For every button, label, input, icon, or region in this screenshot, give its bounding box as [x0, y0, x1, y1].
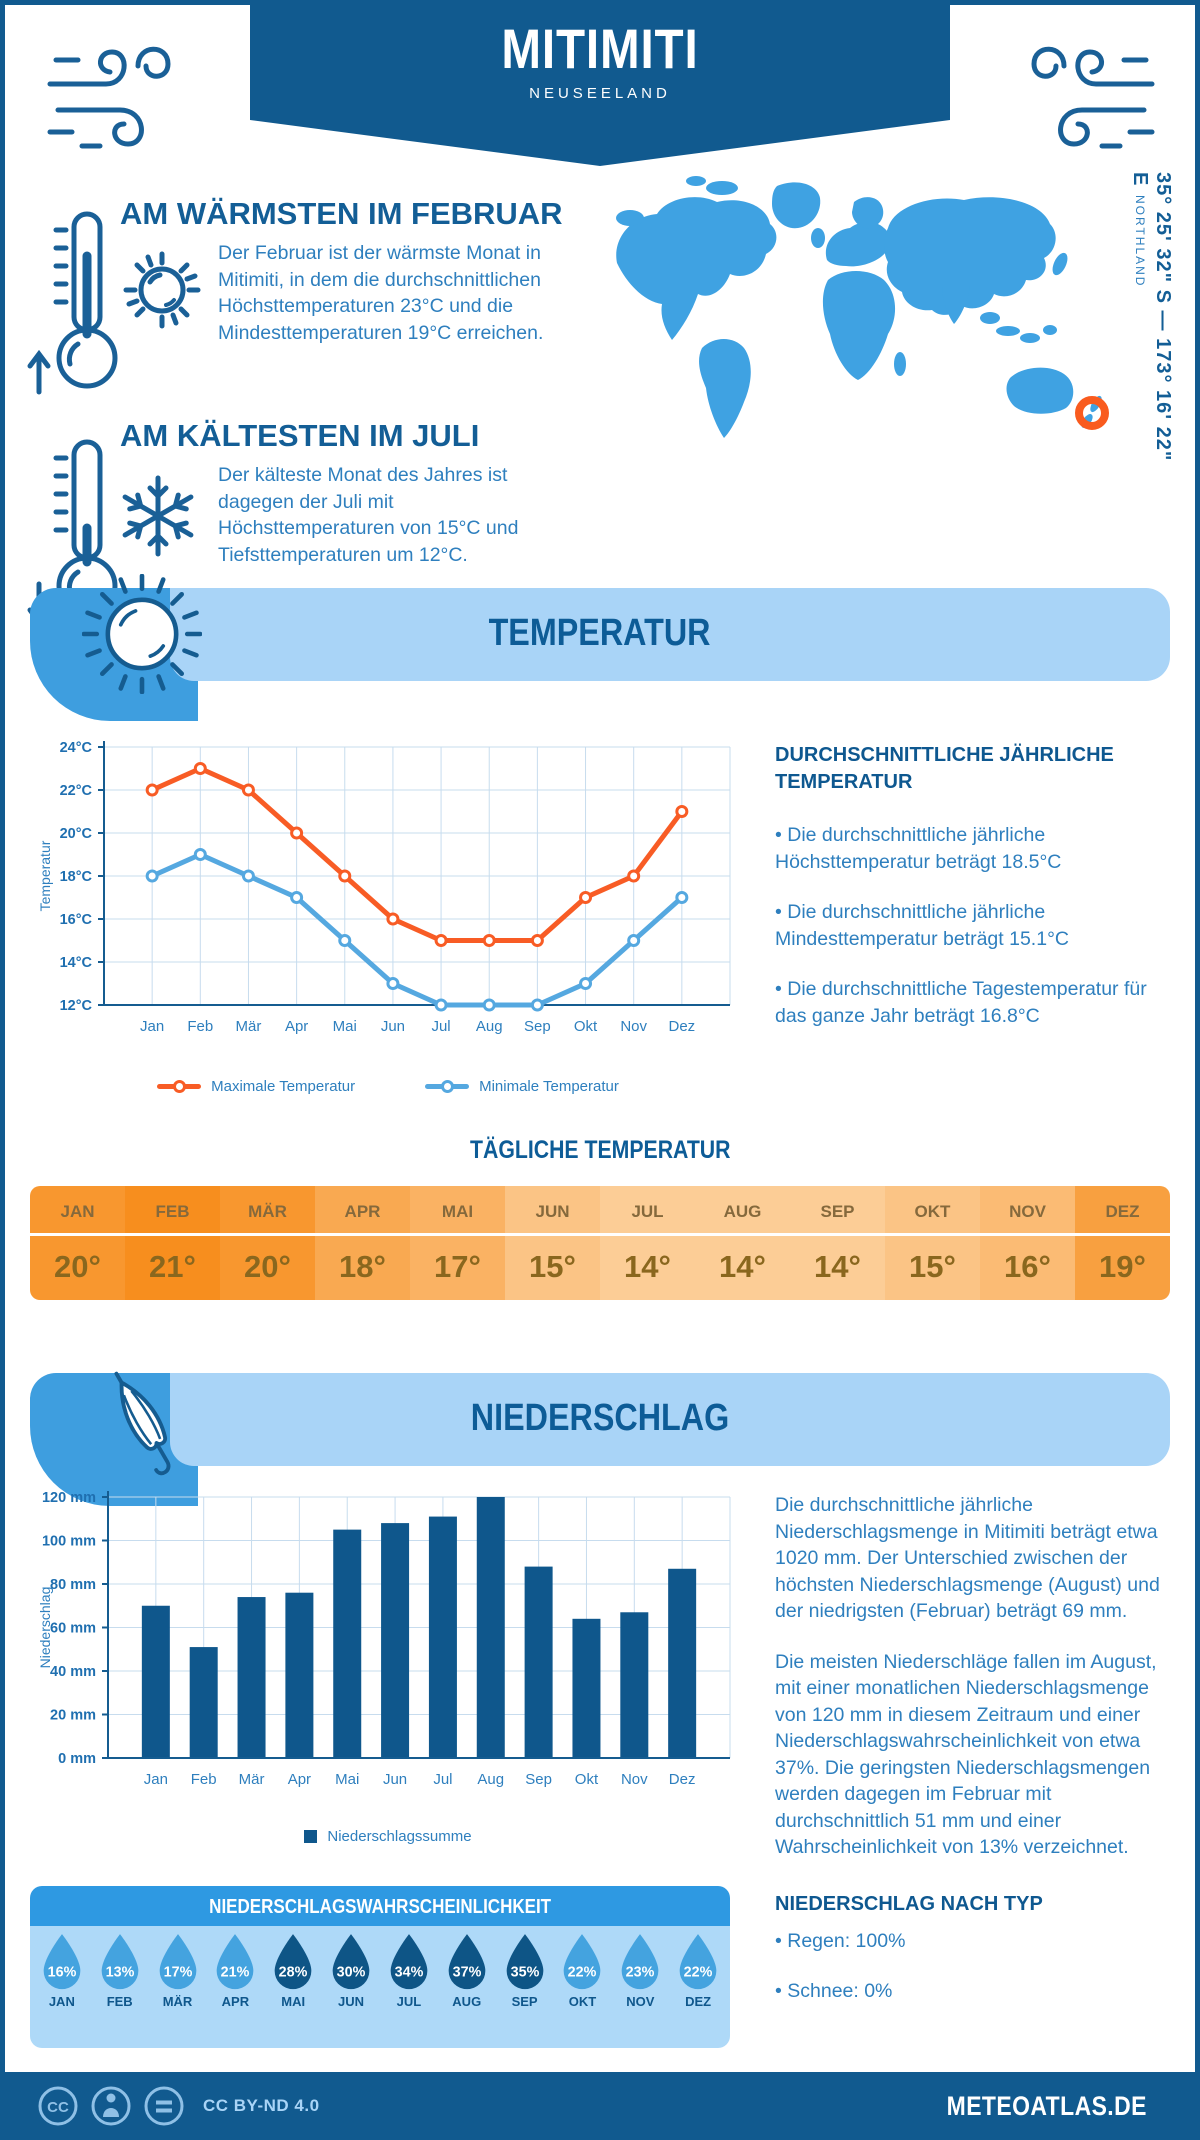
svg-text:CC: CC — [47, 2099, 69, 2116]
daily-temp-cell — [315, 1186, 410, 1300]
sun-icon — [112, 240, 212, 340]
daily-temp-cell — [220, 1186, 315, 1300]
coordinates-text: 35° 25' 32" S — 173° 16' 22" E — [1129, 172, 1174, 462]
svg-text:22°C: 22°C — [59, 783, 92, 799]
cc-icon — [36, 2084, 80, 2128]
svg-text:Jun: Jun — [382, 1771, 408, 1788]
header-banner — [250, 0, 950, 120]
temperature-bullets — [775, 822, 1175, 1029]
svg-text:Nov: Nov — [620, 1018, 648, 1035]
precipitation-banner — [30, 1373, 1170, 1466]
droplet-cell — [441, 1934, 493, 2048]
temperature-value: 16° — [980, 1233, 1075, 1300]
droplet-cell — [152, 1934, 204, 2048]
month-label: JAN — [60, 1202, 95, 1221]
svg-text:20°C: 20°C — [59, 826, 92, 842]
map-coordinates — [1128, 172, 1174, 472]
svg-text:Jan: Jan — [140, 1018, 165, 1035]
month-label: APR — [344, 1202, 381, 1221]
svg-text:Apr: Apr — [284, 1018, 309, 1035]
svg-text:22%: 22% — [568, 1964, 597, 1981]
svg-text:Nov: Nov — [620, 1771, 648, 1788]
wind-icon — [1028, 26, 1160, 158]
world-map — [602, 168, 1122, 458]
svg-text:28%: 28% — [278, 1964, 308, 1981]
temperature-value: 15° — [505, 1233, 600, 1300]
droplet-month-label: JUN — [338, 1994, 365, 2009]
daily-temperature-table — [30, 1186, 1170, 1300]
temperature-banner — [30, 588, 1170, 681]
svg-text:Mär: Mär — [238, 1771, 265, 1788]
month-label: SEP — [820, 1202, 855, 1221]
daily-temp-cell — [30, 1186, 125, 1300]
svg-text:Aug: Aug — [475, 1018, 503, 1035]
svg-text:17%: 17% — [163, 1964, 192, 1981]
svg-text:20 mm: 20 mm — [50, 1707, 96, 1724]
legend-item: Minimale Temperatur — [425, 1078, 619, 1095]
temperature-line-chart — [38, 733, 738, 1073]
probability-title: NIEDERSCHLAGSWAHRSCHEINLICHKEIT — [209, 1896, 551, 1918]
temperature-value: 17° — [410, 1233, 505, 1300]
region-label: NORTHLAND — [1133, 194, 1147, 288]
raindrop-icon — [215, 1934, 255, 1991]
precipitation-aside — [775, 1492, 1175, 2029]
temperature-value: 14° — [600, 1233, 695, 1300]
temperature-value: 20° — [30, 1233, 125, 1300]
month-label: NOV — [1009, 1202, 1046, 1221]
droplet-cell — [94, 1934, 146, 2048]
temperature-value: 14° — [790, 1233, 885, 1300]
svg-text:Jul: Jul — [433, 1771, 453, 1788]
droplet-cell — [499, 1934, 551, 2048]
daily-temp-cell — [885, 1186, 980, 1300]
wind-icon — [42, 26, 174, 158]
license-label: CC BY-ND 4.0 — [203, 2096, 320, 2115]
svg-text:80 mm: 80 mm — [50, 1577, 96, 1593]
svg-text:34%: 34% — [394, 1964, 424, 1981]
month-label: FEB — [155, 1202, 190, 1221]
nd-icon — [142, 2084, 186, 2128]
droplet-month-label: DEZ — [685, 1994, 712, 2009]
temperature-banner-title: TEMPERATUR — [489, 612, 711, 654]
svg-text:Dez: Dez — [668, 1771, 696, 1788]
temperature-bullet: • Die durchschnittliche jährliche Höchsttemperatur beträgt 18.5°C — [775, 824, 1062, 873]
svg-text:Okt: Okt — [573, 1018, 598, 1035]
svg-text:13%: 13% — [105, 1964, 135, 1981]
svg-text:16°C: 16°C — [59, 912, 92, 928]
svg-text:Jan: Jan — [143, 1771, 168, 1788]
droplet-month-label: AUG — [452, 1994, 482, 2009]
daily-temp-cell — [980, 1186, 1075, 1300]
sun-banner-icon — [82, 574, 202, 694]
svg-text:23%: 23% — [625, 1964, 655, 1981]
precipitation-type-bullet: • Schnee: 0% — [775, 1980, 893, 2002]
droplet-month-label: SEP — [511, 1994, 538, 2009]
temperature-value: 18° — [315, 1233, 410, 1300]
license-group — [36, 2084, 320, 2128]
precipitation-bar-chart — [38, 1483, 738, 1823]
svg-text:Temperatur: Temperatur — [38, 840, 53, 912]
temperature-value: 19° — [1075, 1233, 1170, 1300]
droplet-cell — [614, 1934, 666, 2048]
raindrop-icon — [620, 1934, 660, 1991]
cold-section-title: AM KÄLTESTEN IM JULI — [120, 418, 480, 453]
svg-text:60 mm: 60 mm — [50, 1620, 96, 1637]
page-title: MITIMITI — [501, 17, 699, 80]
raindrop-icon — [273, 1934, 313, 1991]
raindrop-icon — [42, 1934, 82, 1991]
droplet-month-label: FEB — [106, 1994, 133, 2009]
svg-text:Mär: Mär — [235, 1018, 262, 1035]
month-label: OKT — [914, 1202, 951, 1221]
svg-text:12°C: 12°C — [59, 998, 92, 1014]
svg-text:Mai: Mai — [332, 1018, 357, 1035]
legend-item: Maximale Temperatur — [157, 1078, 355, 1095]
svg-text:100 mm: 100 mm — [41, 1533, 96, 1550]
svg-text:120 mm: 120 mm — [41, 1490, 96, 1506]
daily-temp-cell — [1075, 1186, 1170, 1300]
temperature-bullet: • Die durchschnittliche Tagestemperatur für das ganze Jahr beträgt 16.8°C — [775, 978, 1147, 1027]
attribution-icon — [89, 2084, 133, 2128]
legend-item: Niederschlagssumme — [304, 1828, 471, 1845]
raindrop-icon — [100, 1934, 140, 1991]
raindrop-icon — [505, 1934, 545, 1991]
month-label: JUL — [631, 1202, 664, 1221]
raindrop-icon — [678, 1934, 718, 1991]
precipitation-chart-legend — [38, 1828, 738, 1845]
daily-temp-cell — [695, 1186, 790, 1300]
month-label: AUG — [723, 1202, 762, 1221]
location-marker-icon — [1079, 400, 1105, 426]
snowflake-icon — [112, 470, 204, 562]
precipitation-probability-panel — [30, 1886, 730, 2048]
droplet-cell — [267, 1934, 319, 2048]
droplet-month-label: MAI — [281, 1994, 306, 2009]
month-label: MAI — [441, 1202, 474, 1221]
daily-temperature-title: TÄGLICHE TEMPERATUR — [469, 1136, 731, 1164]
raindrop-icon — [447, 1934, 487, 1991]
svg-text:14°C: 14°C — [59, 955, 92, 971]
droplet-month-label: APR — [221, 1994, 250, 2009]
warm-section-text: Der Februar ist der wärmste Monat in Mitimiti, in dem die durchschnittlichen Höchsttemperaturen 23°C und die Mindesttemperaturen 19°C erreichen. — [218, 242, 544, 344]
temperature-bullet: • Die durchschnittliche jährliche Mindesttemperatur beträgt 15.1°C — [775, 901, 1069, 950]
droplet-row — [30, 1926, 730, 2048]
precipitation-type-bullet: • Regen: 100% — [775, 1929, 906, 1952]
droplet-month-label: JAN — [48, 1994, 75, 2009]
svg-text:Niederschlag: Niederschlag — [38, 1586, 53, 1669]
droplet-month-label: MÄR — [162, 1994, 193, 2009]
month-label: DEZ — [1105, 1202, 1140, 1221]
droplet-cell — [325, 1934, 377, 2048]
svg-text:Dez: Dez — [668, 1018, 696, 1035]
page-subtitle: NEUSEELAND — [529, 85, 671, 102]
svg-text:22%: 22% — [683, 1964, 713, 1981]
svg-text:37%: 37% — [452, 1964, 482, 1981]
droplet-month-label: JUL — [396, 1994, 422, 2009]
precipitation-type-bullets — [775, 1928, 1175, 2005]
daily-temp-cell — [125, 1186, 220, 1300]
temperature-value: 14° — [695, 1233, 790, 1300]
temperature-aside — [775, 742, 1175, 1053]
raindrop-icon — [562, 1934, 602, 1991]
warm-section-title: AM WÄRMSTEN IM FEBRUAR — [120, 196, 563, 231]
svg-text:21%: 21% — [221, 1964, 250, 1981]
temperature-chart-legend — [38, 1078, 738, 1095]
droplet-cell — [383, 1934, 435, 2048]
svg-text:30%: 30% — [336, 1964, 366, 1981]
svg-text:Aug: Aug — [477, 1771, 505, 1788]
raindrop-icon — [158, 1934, 198, 1991]
daily-temp-cell — [600, 1186, 695, 1300]
precipitation-paragraph: Die meisten Niederschläge fallen im August, mit einer monatlichen Niederschlagsmenge von 120 mm in diesem Zeitraum und einer Niederschlagswahrscheinlichkeit von etwa 37%. Die geringsten Niederschlagsmengen werden dagegen im Februar mit durchschnittlich 51 mm und einer Wahrscheinlichkeit von 13% verzeichnet. — [775, 1650, 1157, 1858]
svg-text:Jun: Jun — [380, 1018, 406, 1035]
precipitation-banner-title: NIEDERSCHLAG — [470, 1397, 730, 1439]
temperature-value: 21° — [125, 1233, 220, 1300]
svg-text:Mai: Mai — [335, 1771, 360, 1788]
footer — [0, 2072, 1200, 2140]
svg-text:0 mm: 0 mm — [58, 1751, 96, 1767]
droplet-month-label: NOV — [626, 1994, 655, 2009]
raindrop-icon — [389, 1934, 429, 1991]
site-name: METEOATLAS.DE — [946, 2090, 1147, 2121]
svg-text:24°C: 24°C — [59, 740, 92, 756]
month-label: MÄR — [248, 1202, 287, 1221]
droplet-month-label: OKT — [568, 1994, 597, 2009]
svg-text:Sep: Sep — [525, 1771, 552, 1788]
svg-text:Jul: Jul — [431, 1018, 451, 1035]
raindrop-icon — [331, 1934, 371, 1991]
temperature-value: 15° — [885, 1233, 980, 1300]
precipitation-paragraphs — [775, 1492, 1175, 1861]
temperature-aside-title: DURCHSCHNITTLICHE JÄHRLICHE TEMPERATUR — [775, 744, 1114, 793]
svg-text:Sep: Sep — [524, 1018, 551, 1035]
precipitation-type-title: NIEDERSCHLAG NACH TYP — [775, 1892, 1043, 1915]
umbrella-banner-icon — [88, 1361, 200, 1487]
month-label: JUN — [535, 1202, 570, 1221]
droplet-cell — [36, 1934, 88, 2048]
cold-section-text: Der kälteste Monat des Jahres ist dagegen der Juli mit Höchsttemperaturen von 15°C und Tiefsttemperaturen um 12°C. — [218, 464, 519, 566]
temperature-value: 20° — [220, 1233, 315, 1300]
svg-text:Apr: Apr — [287, 1771, 312, 1788]
svg-text:40 mm: 40 mm — [50, 1664, 96, 1680]
droplet-cell — [556, 1934, 608, 2048]
svg-text:16%: 16% — [47, 1964, 77, 1981]
svg-text:Feb: Feb — [190, 1771, 217, 1788]
daily-temp-cell — [790, 1186, 885, 1300]
daily-temp-cell — [410, 1186, 505, 1300]
droplet-cell — [209, 1934, 261, 2048]
daily-temp-cell — [505, 1186, 600, 1300]
precipitation-paragraph: Die durchschnittliche jährliche Niederschlagsmenge in Mitimiti beträgt etwa 1020 mm. Der Unterschied zwischen der höchsten Niederschlagsmenge (August) und der niedrigsten (Februar) beträgt 69 mm. — [775, 1494, 1160, 1622]
droplet-cell — [672, 1934, 724, 2048]
svg-text:Feb: Feb — [187, 1018, 214, 1035]
svg-text:18°C: 18°C — [59, 869, 92, 885]
svg-text:35%: 35% — [510, 1964, 539, 1981]
svg-text:Okt: Okt — [574, 1771, 599, 1788]
